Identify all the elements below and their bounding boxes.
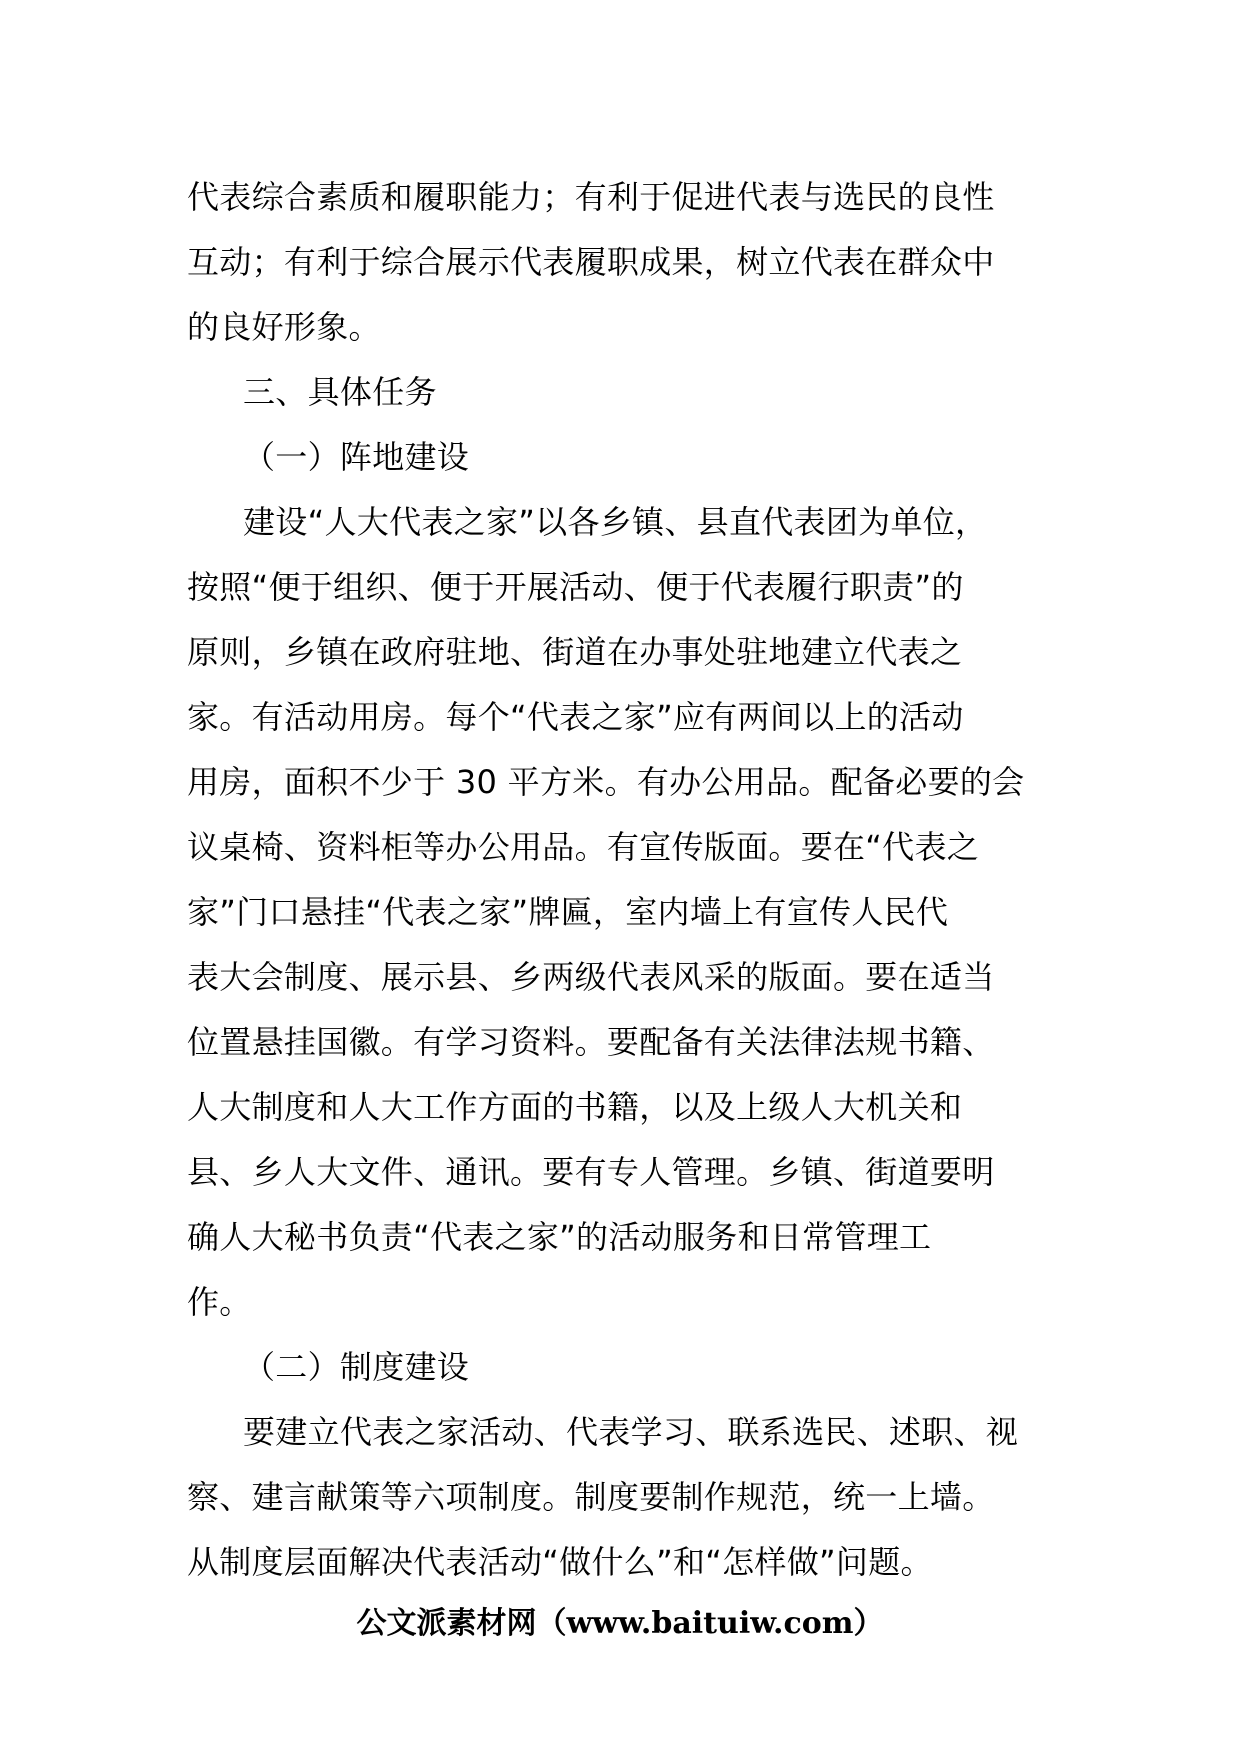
subsection-heading: （二）制度建设 <box>243 1348 470 1386</box>
text-line: 要建立代表之家活动、代表学习、联系选民、述职、视 <box>243 1413 1019 1451</box>
text-line: 互动；有利于综合展示代表履职成果，树立代表在群众中 <box>187 243 995 281</box>
document-body <box>187 165 1053 1595</box>
text-line: 家。有活动用房。每个“代表之家”应有两间以上的活动 <box>187 698 964 736</box>
text-line: 确人大秘书负责“代表之家”的活动服务和日常管理工 <box>187 1218 932 1256</box>
text-line: 用房，面积不少于 30 平方米。有办公用品。配备必要的会 <box>187 763 1025 801</box>
text-line: 建设“人大代表之家”以各乡镇、县直代表团为单位， <box>243 503 988 541</box>
subsection-heading: （一）阵地建设 <box>243 438 470 476</box>
text-line: 人大制度和人大工作方面的书籍，以及上级人大机关和 <box>187 1088 963 1126</box>
text-line: 县、乡人大文件、通讯。要有专人管理。乡镇、街道要明 <box>187 1153 995 1191</box>
text-line: 原则，乡镇在政府驻地、街道在办事处驻地建立代表之 <box>187 633 963 671</box>
footer-watermark: 公文派素材网（www.baituiw.com） <box>356 1606 884 1641</box>
text-line: 的良好形象。 <box>187 308 381 346</box>
text-line: 作。 <box>187 1283 252 1321</box>
text-line: 察、建言献策等六项制度。制度要制作规范，统一上墙。 <box>187 1478 995 1516</box>
section-heading: 三、具体任务 <box>243 373 437 411</box>
text-line: 表大会制度、展示县、乡两级代表风采的版面。要在适当 <box>187 958 995 996</box>
text-line: 议桌椅、资料柜等办公用品。有宣传版面。要在“代表之 <box>187 828 980 866</box>
text-line: 从制度层面解决代表活动“做什么”和“怎样做”问题。 <box>187 1543 933 1581</box>
text-line: 代表综合素质和履职能力；有利于促进代表与选民的良性 <box>187 178 995 216</box>
text-line: 按照“便于组织、便于开展活动、便于代表履行职责”的 <box>187 568 964 606</box>
text-line: 位置悬挂国徽。有学习资料。要配备有关法律法规书籍、 <box>187 1023 995 1061</box>
text-line: 家”门口悬挂“代表之家”牌匾，室内墙上有宣传人民代 <box>187 893 949 931</box>
